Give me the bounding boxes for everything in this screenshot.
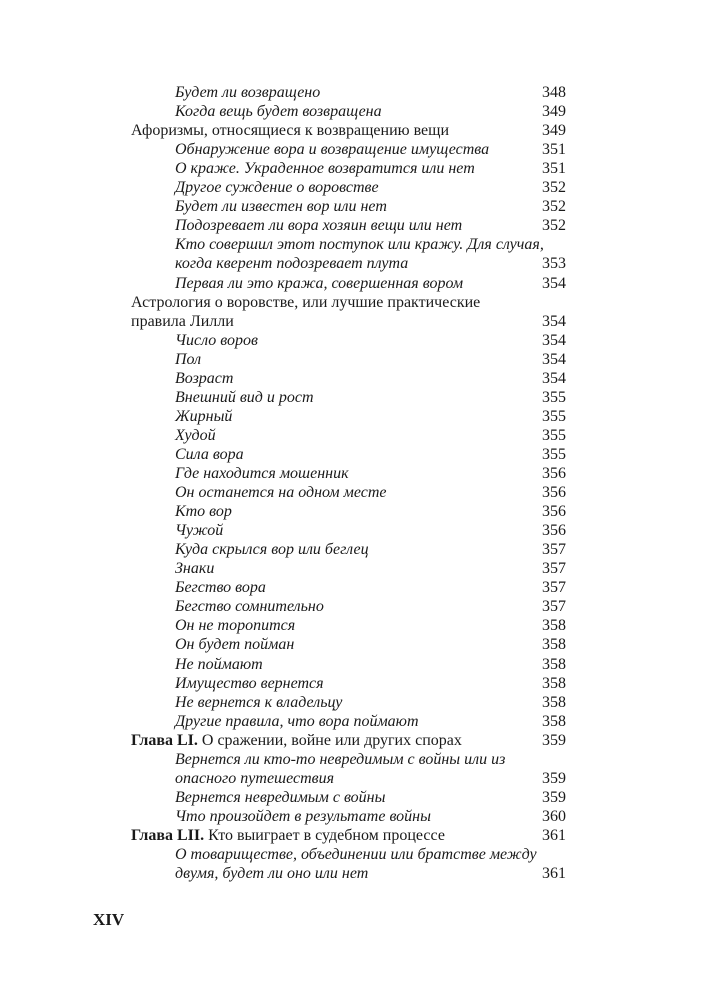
chapter-title: Кто выиграет в судебном процессе <box>208 827 445 844</box>
toc-entry-page-number: 354 <box>542 313 566 330</box>
toc-entry-title: Будет ли возвращено <box>175 84 321 101</box>
toc-entry-title: Другие правила, что вора поймают <box>175 713 419 730</box>
toc-entry-page-number: 349 <box>542 122 566 139</box>
toc-entry-page-number: 357 <box>542 579 566 596</box>
toc-entry-page-number: 354 <box>542 332 566 349</box>
toc-entry-title: Будет ли известен вор или нет <box>175 198 387 215</box>
toc-entry-title: Когда вещь будет возвращена <box>175 103 382 120</box>
toc-entry-title <box>131 731 462 750</box>
toc-entry-page-number: 353 <box>542 255 566 272</box>
toc-entry-page-number: 351 <box>542 160 566 177</box>
toc-entry-title: когда кверент подозревает плута <box>175 255 409 272</box>
toc-entry-title: Бегство сомнительно <box>175 598 324 615</box>
toc-entry-title: Чужой <box>175 522 224 539</box>
toc-entry-title: Сила вора <box>175 446 244 463</box>
toc-entry-title: Жирный <box>175 408 233 425</box>
toc-entry-page-number: 352 <box>542 179 566 196</box>
chapter-label: Глава LI. <box>131 732 198 749</box>
chapter-label: Глава LII. <box>131 827 205 844</box>
toc-entry-page-number: 361 <box>542 865 566 882</box>
toc-entry-title: Не вернется к владельцу <box>175 694 343 711</box>
toc-entry-title: Другое суждение о воровстве <box>175 179 379 196</box>
toc-entry-page-number: 358 <box>542 636 566 653</box>
toc-entry-title: Он останется на одном месте <box>175 484 387 501</box>
toc-entry-title: Пол <box>175 351 202 368</box>
toc-entry-page-number: 359 <box>542 770 566 787</box>
toc-entry-page-number: 358 <box>542 675 566 692</box>
toc-entry-title: Вернется ли кто-то невредимым с войны или из <box>175 751 506 768</box>
toc-entry-title: Вернется невредимым с войны <box>175 789 386 806</box>
toc-entry-page-number: 358 <box>542 656 566 673</box>
toc-entry-title: Астрология о воровстве, или лучшие практические <box>131 294 481 311</box>
toc-entry-page-number: 351 <box>542 141 566 158</box>
toc-entry-page-number: 359 <box>542 789 566 806</box>
toc-entry-title: Что произойдет в результате войны <box>175 808 431 825</box>
toc-entry-page-number: 354 <box>542 351 566 368</box>
toc-entry-title: двумя, будет ли оно или нет <box>175 865 369 882</box>
page-number-folio: XIV <box>93 910 125 929</box>
toc-entry-title: Возраст <box>175 370 234 387</box>
toc-entry-title: Куда скрылся вор или беглец <box>175 541 369 558</box>
toc-entry-page-number: 356 <box>542 503 566 520</box>
toc-entry-title: Кто совершил этот поступок или кражу. Для случая, <box>175 236 544 253</box>
toc-entry-page-number: 355 <box>542 446 566 463</box>
toc-entry-page-number: 354 <box>542 370 566 387</box>
toc-entry-title <box>131 826 445 845</box>
toc-entry-title: Имущество вернется <box>175 675 324 692</box>
toc-entry-page-number: 354 <box>542 275 566 292</box>
toc-entry-page-number: 349 <box>542 103 566 120</box>
toc-entry-title: Где находится мошенник <box>175 465 349 482</box>
toc-entry-page-number: 352 <box>542 198 566 215</box>
toc-entry-page-number: 348 <box>542 84 566 101</box>
toc-entry-title: Подозревает ли вора хозяин вещи или нет <box>175 217 463 234</box>
toc-entry-page-number: 355 <box>542 427 566 444</box>
toc-entry-page-number: 358 <box>542 694 566 711</box>
toc-entry-page-number: 357 <box>542 598 566 615</box>
toc-entry-page-number: 357 <box>542 541 566 558</box>
toc-entry-page-number: 361 <box>542 827 566 844</box>
toc-entry-page-number: 358 <box>542 713 566 730</box>
toc-entry-title: Число воров <box>175 332 258 349</box>
toc-entry-title: Кто вор <box>175 503 232 520</box>
toc-entry-title: Внешний вид и рост <box>175 389 314 406</box>
toc-entry-title: Он не торопится <box>175 617 296 634</box>
toc-entry-page-number: 357 <box>542 560 566 577</box>
toc-entry-title: Обнаружение вора и возвращение имущества <box>175 141 490 158</box>
toc-entry-title: Не поймают <box>175 656 263 673</box>
toc-entry-page-number: 360 <box>542 808 566 825</box>
toc-entry-title: О товариществе, объединении или братстве между <box>175 846 537 863</box>
toc-entry-page-number: 356 <box>542 522 566 539</box>
toc-entry-page-number: 359 <box>542 732 566 749</box>
toc-entry-title: Афоризмы, относящиеся к возвращению вещи <box>131 122 450 139</box>
toc-entry-title: О краже. Украденное возвратится или нет <box>175 160 475 177</box>
toc-entry-page-number: 352 <box>542 217 566 234</box>
toc-entry-title: опасного путешествия <box>175 770 335 787</box>
toc-entry-title: правила Лилли <box>131 313 234 330</box>
toc-entry-page-number: 358 <box>542 617 566 634</box>
toc-entry-title: Бегство вора <box>175 579 266 596</box>
toc-entry-page-number: 355 <box>542 408 566 425</box>
toc-entry-title: Он будет пойман <box>175 636 295 653</box>
toc-entry-page-number: 356 <box>542 465 566 482</box>
toc-entry-title: Первая ли это кража, совершенная вором <box>175 275 464 292</box>
toc-entry-title: Знаки <box>175 560 215 577</box>
toc-entry-title: Худой <box>175 427 216 444</box>
toc-entry-page-number: 356 <box>542 484 566 501</box>
chapter-title: О сражении, войне или других спорах <box>201 732 462 749</box>
toc-entry-page-number: 355 <box>542 389 566 406</box>
